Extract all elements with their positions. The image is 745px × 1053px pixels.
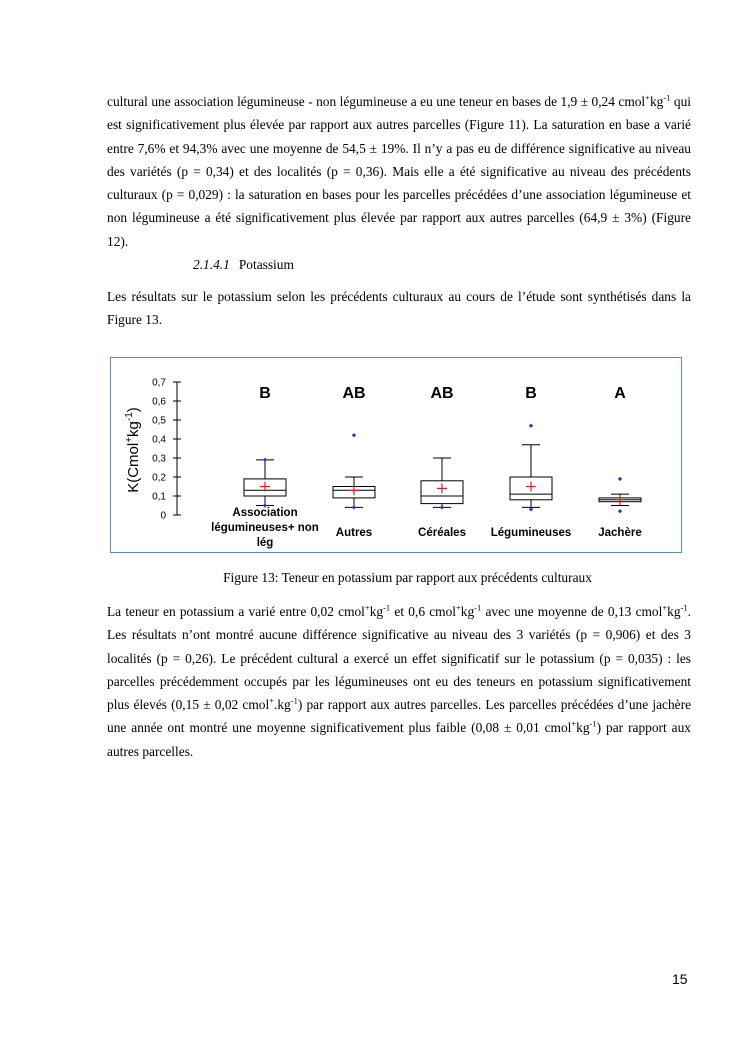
- significance-letter: AB: [342, 385, 366, 402]
- category-label: Association: [232, 507, 298, 519]
- category-label: Autres: [335, 527, 373, 539]
- body-paragraph-1: cultural une association légumineuse - non légumineuse a eu une teneur en bases de 1,9 ± 0,24 $cmol^+kg^{-1}$ qui est significativement plus élevée par rapport aux autres parcelles (Figure 11). La saturation en base a varié entre 7,6% et 94,3% avec une moyenne de 54,5 ± 19%. Il n’y a pas eu de différence significative au niveau des variétés (p = 0,34) et des localités (p = 0,36). Mais elle a été significative au niveau des précédents culturaux (p = 0,029) : la saturation en bases pour les parcelles précédées d’une association légumineuse et non légumineuse a été significativement plus élevée par rapport aux autres parcelles (64,9 ± 3%) (Figure 12).: [107, 92, 691, 249]
- figure-13-frame: [110, 357, 682, 553]
- y-tick-label: 0,7: [152, 377, 166, 389]
- figure-caption: Figure 13: Teneur en potassium par rapport aux précédents culturaux: [223, 570, 592, 585]
- category-label: Céréales: [418, 527, 466, 539]
- y-tick-label: 0,5: [152, 415, 166, 427]
- page-number: 15: [672, 971, 688, 987]
- body-paragraph-2: Les résultats sur le potassium selon les précédents culturaux au cours de l’étude sont synthétisés dans la Figure 13.: [107, 289, 691, 328]
- outlier-point: [352, 505, 356, 509]
- y-tick-label: 0,1: [152, 491, 166, 503]
- category-label: lég: [256, 537, 274, 549]
- outlier-point: [529, 424, 533, 428]
- section-number: 2.1.4.1: [193, 257, 230, 272]
- significance-letter: AB: [430, 385, 454, 402]
- category-label: légumineuses+ non: [211, 522, 319, 534]
- y-tick-label: 0,4: [152, 434, 166, 446]
- outlier-point: [440, 505, 444, 509]
- outlier-point: [618, 509, 622, 513]
- body-paragraph-3: La teneur en potassium a varié entre 0,02 $cmol^+kg^{-1}$ et 0,6 $cmol^+kg^{-1}$ avec une moyenne de 0,13 $cmol^+kg^{-1}$. Les résultats n’ont montré aucune différence significative au niveau des 3 variétés (p = 0,906) et des 3 localités (p = 0,26). Le précédent cultural a exercé un effet significatif sur le potassium (p = 0,035) : les parcelles précédemment occupés par les légumineuses ont eu des teneurs en potassium significativement plus élevés (0,15 ± 0,02 $cmol^+.kg^{-1}$) par rapport aux autres parcelles. Les parcelles précédées d’une jachère une année ont montré une moyenne significativement plus faible (0,08 ± 0,01 $cmol^+kg^{-1}$) par rapport aux autres parcelles.: [107, 602, 692, 759]
- category-label: Jachère: [598, 527, 642, 539]
- significance-letter: B: [525, 385, 537, 402]
- section-heading: [193, 255, 294, 275]
- outlier-point: [352, 433, 356, 437]
- y-tick-label: 0,6: [152, 396, 166, 408]
- potassium-boxplot-chart: [111, 358, 681, 552]
- significance-letter: A: [614, 385, 626, 402]
- y-tick-label: 0,3: [152, 453, 166, 465]
- significance-letter: B: [259, 385, 271, 402]
- category-label: Légumineuses: [490, 527, 572, 539]
- section-title: Potassium: [238, 257, 294, 272]
- y-axis-label: $K(Cmol^+kg^{-1})$: [124, 407, 142, 493]
- y-tick-label: 0: [160, 510, 166, 522]
- outlier-point: [618, 477, 622, 481]
- y-tick-label: 0,2: [152, 472, 166, 484]
- outlier-point: [263, 458, 267, 462]
